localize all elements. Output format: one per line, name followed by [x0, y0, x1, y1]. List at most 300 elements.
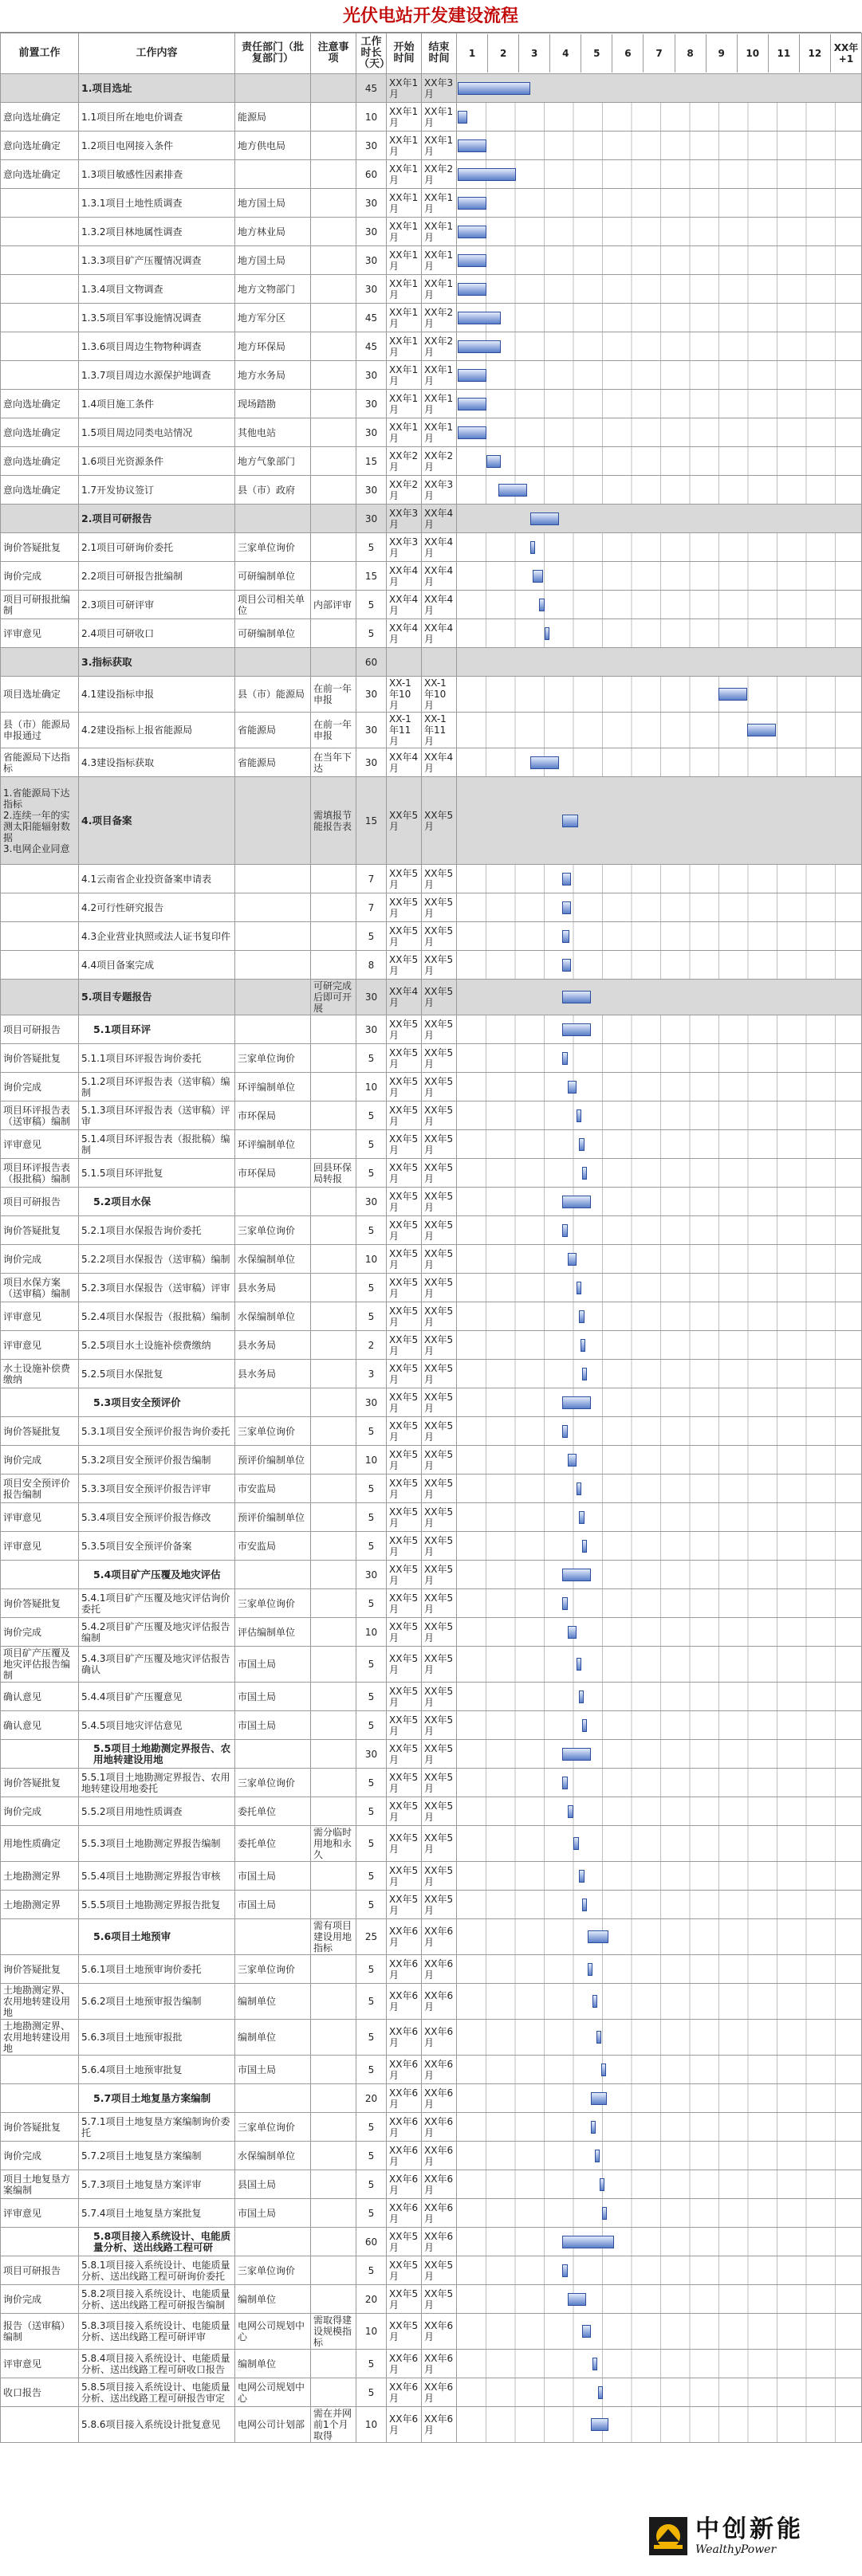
gantt-bar: [458, 197, 486, 210]
task-row: [1, 1891, 862, 1919]
responsible-dept-cell: 现场踏勘: [235, 390, 311, 418]
duration-cell: 7: [356, 865, 387, 893]
start-time-cell: XX年5月: [387, 1044, 422, 1073]
task-row: [1, 1101, 862, 1130]
prerequisite-cell: [1, 1561, 79, 1589]
note-cell: [311, 1245, 356, 1274]
note-cell: [311, 447, 356, 476]
prerequisite-cell: 询价答疑批复: [1, 1769, 79, 1797]
note-cell: 需在并网前1个月取得: [311, 2407, 356, 2443]
timeline-cell: [457, 1862, 862, 1891]
task-row: [1, 1711, 862, 1740]
task-row: [1, 418, 862, 447]
start-time-cell: XX年5月: [387, 1274, 422, 1302]
note-cell: [311, 1618, 356, 1647]
gantt-bar: [539, 599, 545, 611]
prerequisite-cell: 收口报告: [1, 2378, 79, 2407]
gantt-bar: [498, 484, 527, 497]
gantt-bar: [581, 1339, 585, 1352]
duration-cell: 30: [356, 1561, 387, 1589]
prerequisite-cell: 项目水保方案（送审稿）编制: [1, 1274, 79, 1302]
timeline-cell: [457, 1216, 862, 1245]
task-content-cell: 5.8项目接入系统设计、电能质量分析、送出线路工程可研: [79, 2228, 235, 2256]
note-cell: [311, 275, 356, 304]
task-row: [1, 132, 862, 160]
end-time-cell: XX年6月: [422, 2314, 457, 2350]
end-time-cell: XX年1月: [422, 189, 457, 218]
section-row: [1, 980, 862, 1015]
task-row: [1, 1188, 862, 1216]
task-row: [1, 2350, 862, 2378]
start-time-cell: XX年5月: [387, 1073, 422, 1101]
responsible-dept-cell: 省能源局: [235, 713, 311, 748]
start-time-cell: XX年5月: [387, 951, 422, 980]
note-cell: [311, 1360, 356, 1388]
responsible-dept-cell: 地方水务局: [235, 361, 311, 390]
end-time-cell: XX年4月: [422, 748, 457, 777]
start-time-cell: XX年5月: [387, 1711, 422, 1740]
gantt-bar: [458, 426, 486, 439]
prerequisite-cell: 询价完成: [1, 1245, 79, 1274]
gantt-bar: [747, 724, 776, 736]
prerequisite-cell: 土地勘测定界: [1, 1862, 79, 1891]
task-content-cell: 5.5.1项目土地勘测定界报告、农用地转建设用地委托: [79, 1769, 235, 1797]
start-time-cell: XX年5月: [387, 1589, 422, 1618]
note-cell: [311, 1417, 356, 1446]
start-time-cell: XX年5月: [387, 1130, 422, 1159]
end-time-cell: XX年5月: [422, 1302, 457, 1331]
timeline-cell: [457, 2378, 862, 2407]
gantt-bar: [562, 930, 569, 943]
duration-cell: 5: [356, 1101, 387, 1130]
timeline-cell: [457, 1417, 862, 1446]
note-cell: [311, 2228, 356, 2256]
prerequisite-cell: 意向选址确定: [1, 103, 79, 132]
gantt-bar: [592, 1995, 597, 2008]
end-time-cell: XX年5月: [422, 1417, 457, 1446]
duration-cell: 5: [356, 1862, 387, 1891]
start-time-cell: XX年6月: [387, 2142, 422, 2170]
prerequisite-cell: [1, 246, 79, 275]
timeline-cell: [457, 1589, 862, 1618]
end-time-cell: XX年5月: [422, 1862, 457, 1891]
task-row: [1, 1417, 862, 1446]
task-row: [1, 713, 862, 748]
note-cell: [311, 189, 356, 218]
timeline-cell: [457, 1826, 862, 1862]
duration-cell: 60: [356, 2228, 387, 2256]
task-row: [1, 1245, 862, 1274]
duration-cell: 30: [356, 275, 387, 304]
start-time-cell: XX年5月: [387, 893, 422, 922]
prerequisite-cell: 询价答疑批复: [1, 1044, 79, 1073]
duration-cell: 20: [356, 2285, 387, 2314]
end-time-cell: XX年5月: [422, 1130, 457, 1159]
task-row: [1, 2170, 862, 2199]
gantt-bar: [595, 2150, 600, 2162]
duration-cell: 10: [356, 103, 387, 132]
task-content-cell: 5.4.1项目矿产压覆及地灾评估询价委托: [79, 1589, 235, 1618]
prerequisite-cell: 询价答疑批复: [1, 533, 79, 562]
responsible-dept-cell: 编制单位: [235, 1984, 311, 2020]
prerequisite-cell: 县（市）能源局申报通过: [1, 713, 79, 748]
duration-cell: 45: [356, 304, 387, 332]
task-content-cell: 5.3.4项目安全预评价报告修改: [79, 1503, 235, 1532]
timeline-cell: [457, 275, 862, 304]
duration-cell: 8: [356, 951, 387, 980]
task-content-cell: 5.7.3项目土地复垦方案评审: [79, 2170, 235, 2199]
gantt-bar: [562, 991, 591, 1003]
start-time-cell: XX年5月: [387, 1360, 422, 1388]
duration-cell: 60: [356, 648, 387, 677]
timeline-cell: [457, 1274, 862, 1302]
gantt-bar: [458, 82, 530, 95]
task-row: [1, 893, 862, 922]
gantt-bar: [458, 283, 486, 296]
task-content-cell: 2.3项目可研评审: [79, 591, 235, 619]
month-header-cell: 7: [643, 34, 674, 73]
timeline-cell: [457, 160, 862, 189]
gantt-bar: [458, 139, 486, 152]
timeline-cell: [457, 1044, 862, 1073]
timeline-cell: [457, 2142, 862, 2170]
timeline-cell: [457, 2084, 862, 2113]
timeline-cell: [457, 332, 862, 361]
end-time-cell: XX年6月: [422, 2228, 457, 2256]
task-row: [1, 591, 862, 619]
duration-cell: 5: [356, 1475, 387, 1503]
section-row: [1, 74, 862, 103]
prerequisite-cell: [1, 1388, 79, 1417]
end-time-cell: XX年5月: [422, 893, 457, 922]
prerequisite-cell: 项目可研报批编制: [1, 591, 79, 619]
task-content-cell: 5.4.5项目地灾评估意见: [79, 1711, 235, 1740]
note-cell: [311, 893, 356, 922]
prerequisite-cell: 项目矿产压覆及地灾评估报告编制: [1, 1647, 79, 1683]
responsible-dept-cell: 地方供电局: [235, 132, 311, 160]
task-content-cell: 5.8.1项目接入系统设计、电能质量分析、送出线路工程可研询价委托: [79, 2256, 235, 2285]
gantt-bar: [562, 1196, 591, 1208]
start-time-cell: XX年4月: [387, 619, 422, 648]
responsible-dept-cell: 市国土局: [235, 1647, 311, 1683]
header-pre: 前置工作: [1, 33, 79, 74]
task-row: [1, 1015, 862, 1044]
task-row: [1, 103, 862, 132]
responsible-dept-cell: 预评价编制单位: [235, 1446, 311, 1475]
start-time-cell: XX年5月: [387, 2228, 422, 2256]
task-content-cell: 2.项目可研报告: [79, 505, 235, 533]
timeline-cell: [457, 951, 862, 980]
end-time-cell: XX年6月: [422, 1919, 457, 1955]
prerequisite-cell: 意向选址确定: [1, 160, 79, 189]
gantt-bar: [458, 254, 486, 267]
prerequisite-cell: 水土设施补偿费缴纳: [1, 1360, 79, 1388]
gantt-bar: [596, 2031, 601, 2044]
gantt-bar: [458, 226, 486, 238]
prerequisite-cell: 询价答疑批复: [1, 1216, 79, 1245]
prerequisite-cell: [1, 893, 79, 922]
prerequisite-cell: 项目安全预评价报告编制: [1, 1475, 79, 1503]
start-time-cell: XX年5月: [387, 1015, 422, 1044]
month-header-cell: 12: [799, 34, 830, 73]
start-time-cell: XX年2月: [387, 447, 422, 476]
end-time-cell: XX年6月: [422, 2084, 457, 2113]
duration-cell: 2: [356, 1331, 387, 1360]
duration-cell: 5: [356, 2350, 387, 2378]
timeline-cell: [457, 1683, 862, 1711]
task-row: [1, 189, 862, 218]
month-header-cell: XX年+1: [830, 34, 861, 73]
duration-cell: 30: [356, 505, 387, 533]
timeline-cell: [457, 2314, 862, 2350]
prerequisite-cell: [1, 275, 79, 304]
duration-cell: 5: [356, 2378, 387, 2407]
duration-cell: 5: [356, 2199, 387, 2228]
note-cell: [311, 1073, 356, 1101]
end-time-cell: XX年5月: [422, 2256, 457, 2285]
prerequisite-cell: 询价完成: [1, 2285, 79, 2314]
duration-cell: 5: [356, 2020, 387, 2056]
end-time-cell: XX年6月: [422, 2170, 457, 2199]
responsible-dept-cell: [235, 922, 311, 951]
note-cell: [311, 1797, 356, 1826]
gantt-bar: [591, 2092, 607, 2105]
responsible-dept-cell: 三家单位询价: [235, 1589, 311, 1618]
gantt-bar: [579, 1870, 584, 1883]
note-cell: [311, 1683, 356, 1711]
start-time-cell: XX年3月: [387, 533, 422, 562]
task-row: [1, 304, 862, 332]
note-cell: [311, 132, 356, 160]
start-time-cell: XX年5月: [387, 865, 422, 893]
responsible-dept-cell: 项目公司相关单位: [235, 591, 311, 619]
header-row: [1, 33, 862, 74]
responsible-dept-cell: [235, 74, 311, 103]
month-header-cell: 9: [706, 34, 737, 73]
end-time-cell: XX年2月: [422, 160, 457, 189]
responsible-dept-cell: 三家单位询价: [235, 2113, 311, 2142]
note-cell: 需取得建设规模指标: [311, 2314, 356, 2350]
task-content-cell: 1.3.2项目林地属性调查: [79, 218, 235, 246]
task-content-cell: 5.5.5项目土地勘测定界报告批复: [79, 1891, 235, 1919]
gantt-bar: [486, 455, 501, 468]
task-row: [1, 218, 862, 246]
task-row: [1, 865, 862, 893]
start-time-cell: XX年6月: [387, 2350, 422, 2378]
responsible-dept-cell: [235, 505, 311, 533]
task-content-cell: 5.7项目土地复垦方案编制: [79, 2084, 235, 2113]
end-time-cell: XX年5月: [422, 1159, 457, 1188]
end-time-cell: XX年5月: [422, 980, 457, 1015]
task-row: [1, 2113, 862, 2142]
task-row: [1, 2228, 862, 2256]
timeline-cell: [457, 1446, 862, 1475]
duration-cell: 30: [356, 980, 387, 1015]
timeline-cell: [457, 1360, 862, 1388]
task-content-cell: 3.指标获取: [79, 648, 235, 677]
note-cell: 在当年下达: [311, 748, 356, 777]
start-time-cell: XX年5月: [387, 922, 422, 951]
gantt-bar: [592, 2358, 597, 2370]
task-row: [1, 533, 862, 562]
timeline-cell: [457, 1919, 862, 1955]
timeline-cell: [457, 1159, 862, 1188]
end-time-cell: XX年5月: [422, 1561, 457, 1589]
start-time-cell: XX年4月: [387, 748, 422, 777]
timeline-cell: [457, 619, 862, 648]
responsible-dept-cell: 委托单位: [235, 1826, 311, 1862]
end-time-cell: XX年5月: [422, 1797, 457, 1826]
task-content-cell: 5.1.4项目环评报告表（报批稿）编制: [79, 1130, 235, 1159]
task-content-cell: 1.3项目敏感性因素排查: [79, 160, 235, 189]
timeline-cell: [457, 103, 862, 132]
duration-cell: 30: [356, 390, 387, 418]
note-cell: [311, 1862, 356, 1891]
gantt-bar: [598, 2386, 603, 2399]
task-content-cell: 2.1项目可研询价委托: [79, 533, 235, 562]
timeline-cell: [457, 748, 862, 777]
gantt-bar: [579, 1138, 584, 1151]
task-content-cell: 5.3.3项目安全预评价报告评审: [79, 1475, 235, 1503]
timeline-cell: [457, 2113, 862, 2142]
task-content-cell: 5.5.2项目用地性质调查: [79, 1797, 235, 1826]
start-time-cell: XX年5月: [387, 2256, 422, 2285]
duration-cell: 5: [356, 1159, 387, 1188]
start-time-cell: XX年1月: [387, 332, 422, 361]
task-row: [1, 2142, 862, 2170]
start-time-cell: XX年5月: [387, 1446, 422, 1475]
responsible-dept-cell: 能源局: [235, 103, 311, 132]
end-time-cell: XX年6月: [422, 2350, 457, 2378]
page-title: 光伏电站开发建设流程: [0, 0, 861, 33]
start-time-cell: XX年5月: [387, 1101, 422, 1130]
responsible-dept-cell: [235, 1015, 311, 1044]
responsible-dept-cell: 三家单位询价: [235, 1417, 311, 1446]
note-cell: [311, 1503, 356, 1532]
timeline-cell: [457, 1561, 862, 1589]
timeline-cell: [457, 1388, 862, 1417]
duration-cell: 5: [356, 1503, 387, 1532]
responsible-dept-cell: 三家单位询价: [235, 1955, 311, 1984]
start-time-cell: XX年5月: [387, 1826, 422, 1862]
timeline-cell: [457, 2285, 862, 2314]
end-time-cell: XX年5月: [422, 1331, 457, 1360]
task-content-cell: 4.项目备案: [79, 777, 235, 865]
prerequisite-cell: [1, 332, 79, 361]
responsible-dept-cell: 三家单位询价: [235, 1216, 311, 1245]
note-cell: [311, 1769, 356, 1797]
task-row: [1, 2378, 862, 2407]
timeline-cell: [457, 2228, 862, 2256]
gantt-bar: [562, 1052, 568, 1065]
duration-cell: 30: [356, 476, 387, 505]
duration-cell: 5: [356, 922, 387, 951]
gantt-bar: [533, 570, 543, 583]
duration-cell: 30: [356, 418, 387, 447]
task-row: [1, 2314, 862, 2350]
month-header-cell: 8: [675, 34, 706, 73]
end-time-cell: XX年4月: [422, 533, 457, 562]
section-row: [1, 777, 862, 865]
start-time-cell: XX年5月: [387, 1797, 422, 1826]
end-time-cell: XX年5月: [422, 1073, 457, 1101]
duration-cell: 10: [356, 1618, 387, 1647]
start-time-cell: XX-1年10月: [387, 677, 422, 713]
prerequisite-cell: 询价完成: [1, 562, 79, 591]
duration-cell: 10: [356, 2407, 387, 2443]
start-time-cell: XX年6月: [387, 1984, 422, 2020]
task-row: [1, 951, 862, 980]
task-content-cell: 1.项目选址: [79, 74, 235, 103]
start-time-cell: XX年6月: [387, 2113, 422, 2142]
start-time-cell: XX年5月: [387, 1475, 422, 1503]
note-cell: [311, 1015, 356, 1044]
prerequisite-cell: [1, 218, 79, 246]
prerequisite-cell: 项目可研报告: [1, 1015, 79, 1044]
prerequisite-cell: 意向选址确定: [1, 418, 79, 447]
timeline-cell: [457, 2056, 862, 2084]
gantt-bar: [577, 1109, 581, 1122]
start-time-cell: XX年1月: [387, 218, 422, 246]
timeline-cell: [457, 562, 862, 591]
duration-cell: 5: [356, 2113, 387, 2142]
company-logo: [647, 2511, 847, 2562]
responsible-dept-cell: 水保编制单位: [235, 2142, 311, 2170]
task-content-cell: 5.2.2项目水保报告（送审稿）编制: [79, 1245, 235, 1274]
end-time-cell: XX年5月: [422, 1683, 457, 1711]
end-time-cell: XX年5月: [422, 1245, 457, 1274]
prerequisite-cell: 土地勘测定界: [1, 1891, 79, 1919]
task-content-cell: 5.2项目水保: [79, 1188, 235, 1216]
responsible-dept-cell: [235, 980, 311, 1015]
task-row: [1, 1446, 862, 1475]
end-time-cell: XX年5月: [422, 1216, 457, 1245]
note-cell: [311, 1475, 356, 1503]
duration-cell: 30: [356, 748, 387, 777]
month-header-cell: 3: [518, 34, 549, 73]
duration-cell: 5: [356, 1797, 387, 1826]
task-row: [1, 1216, 862, 1245]
duration-cell: 5: [356, 1532, 387, 1561]
responsible-dept-cell: 市国土局: [235, 2199, 311, 2228]
timeline-cell: [457, 505, 862, 533]
note-cell: 回县环保局转报: [311, 1159, 356, 1188]
timeline-cell: [457, 2350, 862, 2378]
task-content-cell: 5.4.4项目矿产压覆意见: [79, 1683, 235, 1711]
task-content-cell: 5.1.1项目环评报告询价委托: [79, 1044, 235, 1073]
end-time-cell: XX年2月: [422, 447, 457, 476]
gantt-bar: [530, 512, 559, 525]
note-cell: [311, 2084, 356, 2113]
prerequisite-cell: 1.省能源局下达指标 2.连续一年的实测太阳能辐射数据 3.电网企业同意: [1, 777, 79, 865]
gantt-bar: [602, 2207, 607, 2220]
duration-cell: 30: [356, 1015, 387, 1044]
gantt-bar: [568, 2293, 587, 2306]
responsible-dept-cell: 县（市）能源局: [235, 677, 311, 713]
duration-cell: 5: [356, 1130, 387, 1159]
gantt-bar: [530, 756, 559, 769]
responsible-dept-cell: 环评编制单位: [235, 1073, 311, 1101]
prerequisite-cell: 用地性质确定: [1, 1826, 79, 1862]
end-time-cell: XX年6月: [422, 2199, 457, 2228]
task-content-cell: 1.1项目所在地电价调查: [79, 103, 235, 132]
note-cell: [311, 2378, 356, 2407]
gantt-bar: [579, 1310, 584, 1323]
task-content-cell: 5.3项目安全预评价: [79, 1388, 235, 1417]
end-time-cell: XX年2月: [422, 332, 457, 361]
prerequisite-cell: 土地勘测定界、农用地转建设用地: [1, 1984, 79, 2020]
start-time-cell: XX年4月: [387, 591, 422, 619]
